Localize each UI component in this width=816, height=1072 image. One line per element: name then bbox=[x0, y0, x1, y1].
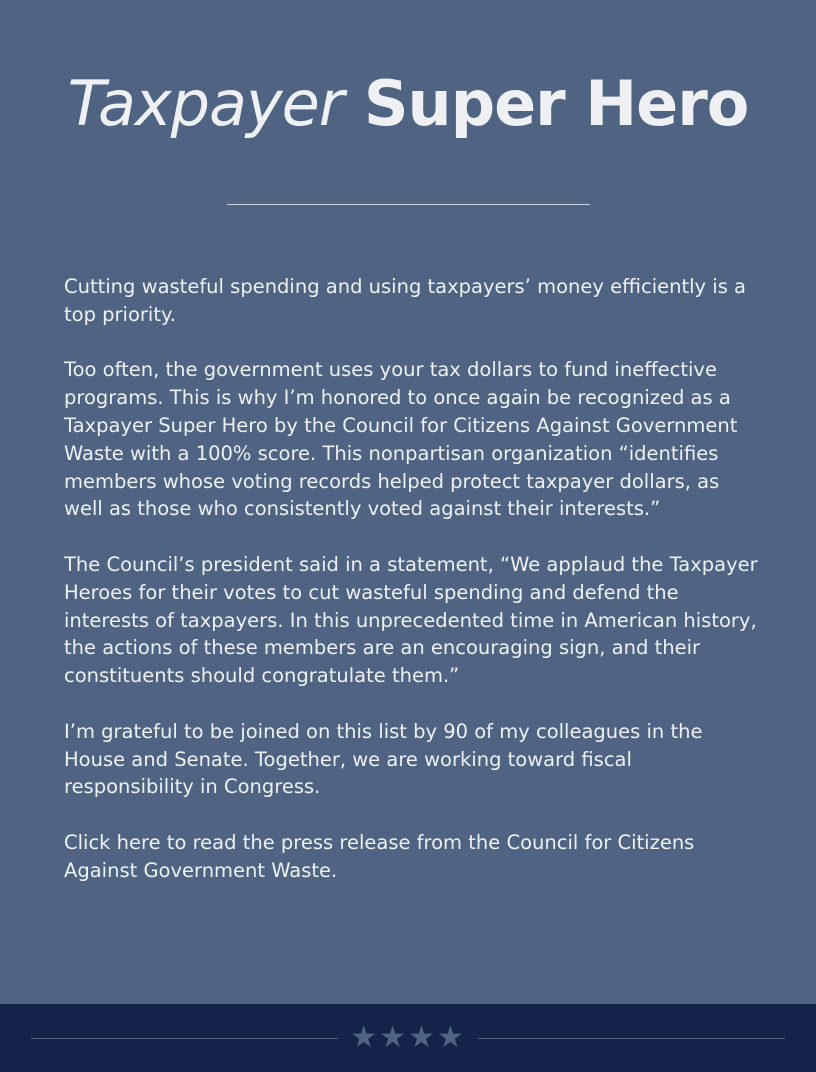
footer-bar bbox=[0, 1004, 816, 1072]
title-divider bbox=[227, 204, 590, 205]
paragraph-3: The Council’s president said in a statement, “We applaud the Taxpayer Heroes for their votes to cut wasteful spending and defend the interests of taxpayers. In this unprecedented time in American history, the actions of these members are an encouraging sign, and their constituents should congratulate them.” bbox=[64, 552, 758, 688]
footer-line-right bbox=[478, 1038, 785, 1039]
paragraph-2: Too often, the government uses your tax dollars to fund ineffective programs. This is why I’m honored to once again be recognized as a Taxpayer Super Hero by the Council for Citizens Against Government Waste with a 100% score. This nonpartisan organization “identifies members whose voting records helped protect taxpayer dollars, as well as those who consistently voted against their interests.” bbox=[64, 358, 738, 521]
press-release-link[interactable]: Click here to read the press release from the Council for Citizens Against Government Waste. bbox=[64, 830, 695, 882]
paragraph-4: I’m grateful to be joined on this list by 90 of my colleagues in the House and Senate. Together, we are working toward fiscal responsibility in Congress. bbox=[64, 719, 703, 799]
page-title bbox=[0, 64, 816, 144]
paragraph-5 bbox=[64, 829, 764, 885]
title-bold: Super Hero bbox=[363, 67, 749, 140]
title-light: Taxpayer bbox=[67, 67, 344, 140]
footer-line-left bbox=[31, 1038, 338, 1039]
article-body bbox=[64, 273, 764, 885]
paragraph-1: Cutting wasteful spending and using taxpayers’ money efficiently is a top priority. bbox=[64, 275, 747, 326]
star-icon-row: ★★★★ bbox=[350, 1020, 466, 1055]
